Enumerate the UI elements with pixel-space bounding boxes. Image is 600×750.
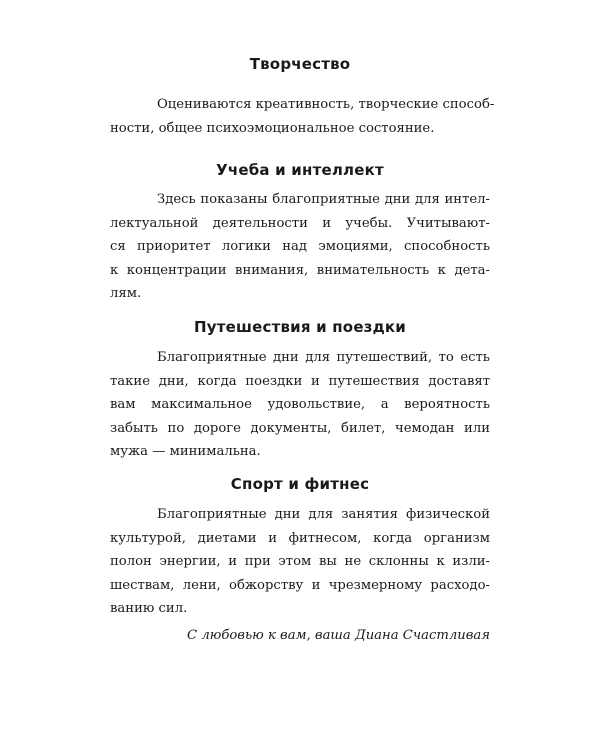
section-title-travel: Путешествия и поездки bbox=[193, 318, 407, 336]
text-line: культурой, диетами и фитнесом, когда организм bbox=[110, 530, 490, 546]
section-text-creativity bbox=[110, 93, 495, 140]
text-line: вам максимальное удовольствие, а вероятность bbox=[110, 397, 490, 412]
text-line: шествам, лени, обжорству и чрезмерному расходо- bbox=[110, 577, 490, 593]
text-line: забыть по дороге документы, билет, чемодан или bbox=[110, 420, 490, 436]
section-title-creativity: Творчество bbox=[249, 55, 351, 73]
text-line: лям. bbox=[110, 286, 142, 301]
text-line: Здесь показаны благоприятные дни для интел- bbox=[157, 192, 490, 207]
text-line: ся приоритет логики над эмоциями, способность bbox=[110, 239, 490, 254]
section-title-sport: Спорт и фитнес bbox=[230, 475, 370, 493]
text-line: полон энергии, и при этом вы не склонны к изли- bbox=[110, 554, 490, 569]
text-line: такие дни, когда поездки и путешествия доставят bbox=[110, 373, 490, 389]
text-line: ности, общее психоэмоциональное состояние. bbox=[110, 120, 435, 136]
text-line: мужа — минимальна. bbox=[110, 444, 261, 459]
text-line: Оцениваются креативность, творческие способ- bbox=[157, 97, 495, 112]
text-line: ванию сил. bbox=[110, 601, 188, 616]
text-line: Благоприятные дни для путешествий, то есть bbox=[157, 350, 490, 365]
section-text-travel bbox=[110, 346, 490, 464]
text-line: к концентрации внимания, внимательность к дета- bbox=[110, 262, 490, 278]
text-line: лектуальной деятельности и учебы. Учитывают- bbox=[110, 215, 490, 231]
author-signature: С любовью к вам, ваша Диана Счастливая bbox=[187, 628, 490, 643]
section-title-study: Учеба и интеллект bbox=[216, 161, 384, 179]
section-text-sport bbox=[110, 503, 490, 621]
section-text-study bbox=[110, 188, 490, 306]
text-line: Благоприятные дни для занятия физической bbox=[157, 507, 490, 522]
